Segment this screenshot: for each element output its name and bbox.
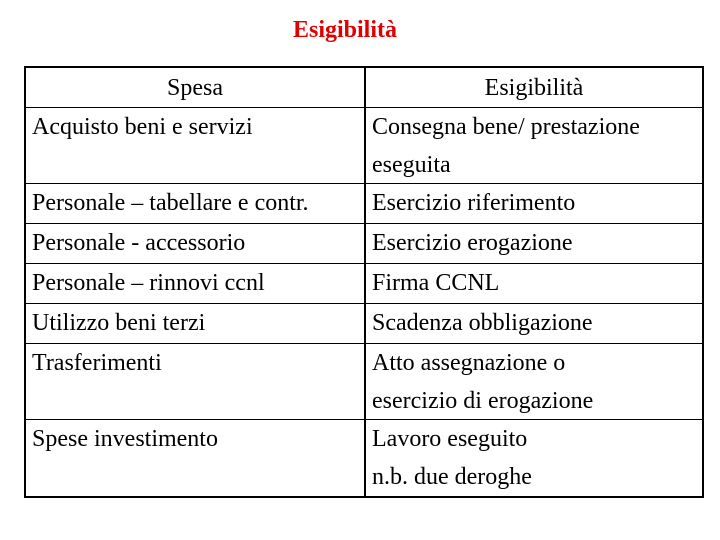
cell-esigibilita [366, 224, 702, 263]
cell-text: Firma CCNL [372, 270, 500, 296]
header-esigibilita: Esigibilità [484, 75, 584, 101]
cell-text: Consegna bene/ prestazione [372, 114, 640, 140]
cell-text: Esercizio riferimento [372, 190, 576, 216]
cell-text: Spese investimento [32, 426, 218, 452]
table-row [26, 264, 702, 304]
cell-text: n.b. due deroghe [372, 464, 532, 490]
header-spesa: Spesa [26, 68, 366, 107]
table-header-row [26, 68, 702, 108]
cell-text: Lavoro eseguito [372, 426, 528, 452]
table-row [26, 304, 702, 344]
table-row [26, 184, 702, 224]
cell-esigibilita [366, 184, 702, 223]
cell-text: Personale - accessorio [32, 230, 246, 256]
cell-text: Utilizzo beni terzi [32, 310, 206, 336]
cell-text: Scadenza obbligazione [372, 310, 593, 336]
cell-spesa [26, 184, 366, 223]
page-title: Esigibilità [292, 17, 398, 43]
cell-spesa [26, 420, 366, 496]
cell-esigibilita [366, 304, 702, 343]
esigibilita-table [24, 66, 704, 498]
cell-spesa [26, 304, 366, 343]
cell-text: Acquisto beni e servizi [32, 114, 253, 140]
cell-text: Atto assegnazione o [372, 350, 566, 376]
cell-text: eseguita [372, 152, 451, 178]
table-row [26, 344, 702, 420]
cell-esigibilita [366, 420, 702, 496]
cell-esigibilita [366, 344, 702, 419]
cell-spesa [26, 264, 366, 303]
cell-text: Esercizio erogazione [372, 230, 573, 256]
table-row [26, 420, 702, 496]
cell-text: Personale – rinnovi ccnl [32, 270, 265, 296]
cell-text: Trasferimenti [32, 350, 162, 376]
cell-text: esercizio di erogazione [372, 388, 594, 414]
table-row [26, 108, 702, 184]
cell-spesa [26, 344, 366, 419]
cell-esigibilita [366, 108, 702, 183]
table-row [26, 224, 702, 264]
cell-spesa [26, 108, 366, 183]
cell-esigibilita [366, 264, 702, 303]
cell-spesa [26, 224, 366, 263]
cell-text: Personale – tabellare e contr. [32, 190, 309, 216]
